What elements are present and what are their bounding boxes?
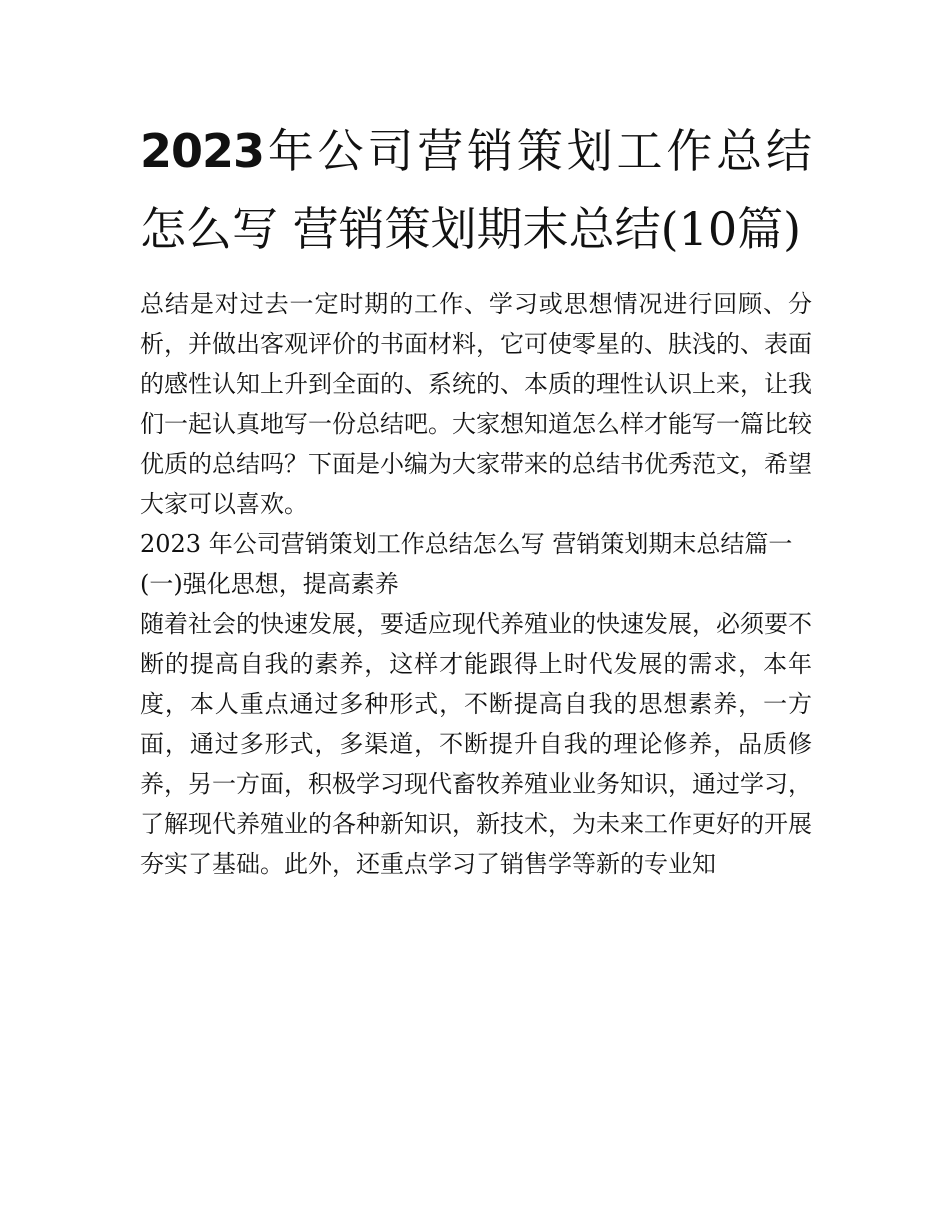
document-body — [140, 284, 812, 884]
title-year: 2023 — [140, 124, 265, 178]
document-page — [140, 112, 812, 884]
document-title — [140, 112, 812, 268]
section-heading: 2023 年公司营销策划工作总结怎么写 营销策划期末总结篇一 — [140, 530, 793, 558]
subheading: (一)强化思想，提高素养 — [140, 570, 399, 598]
intro-paragraph: 总结是对过去一定时期的工作、学习或思想情况进行回顾、分析，并做出客观评价的书面材料，它可使零星的、肤浅的、表面的感性认知上升到全面的、系统的、本质的理性认识上来，让我们一起认真地写一份总结吧。大家想知道怎么样才能写一篇比较优质的总结吗？下面是小编为大家带来的总结书优秀范文，希望大家可以喜欢。 — [140, 290, 812, 518]
title-text: 年公司营销策划工作总结怎么写 营销策划期末总结(10篇) — [140, 124, 812, 256]
body-paragraph: 随着社会的快速发展，要适应现代养殖业的快速发展，必须要不断的提高自我的素养，这样才能跟得上时代发展的需求，本年度，本人重点通过多种形式，不断提高自我的思想素养，一方面，通过多形式，多渠道，不断提升自我的理论修养，品质修养，另一方面，积极学习现代畜牧养殖业业务知识，通过学习，了解现代养殖业的各种新知识，新技术，为未来工作更好的开展夯实了基础。此外，还重点学习了销售学等新的专业知 — [140, 610, 812, 878]
